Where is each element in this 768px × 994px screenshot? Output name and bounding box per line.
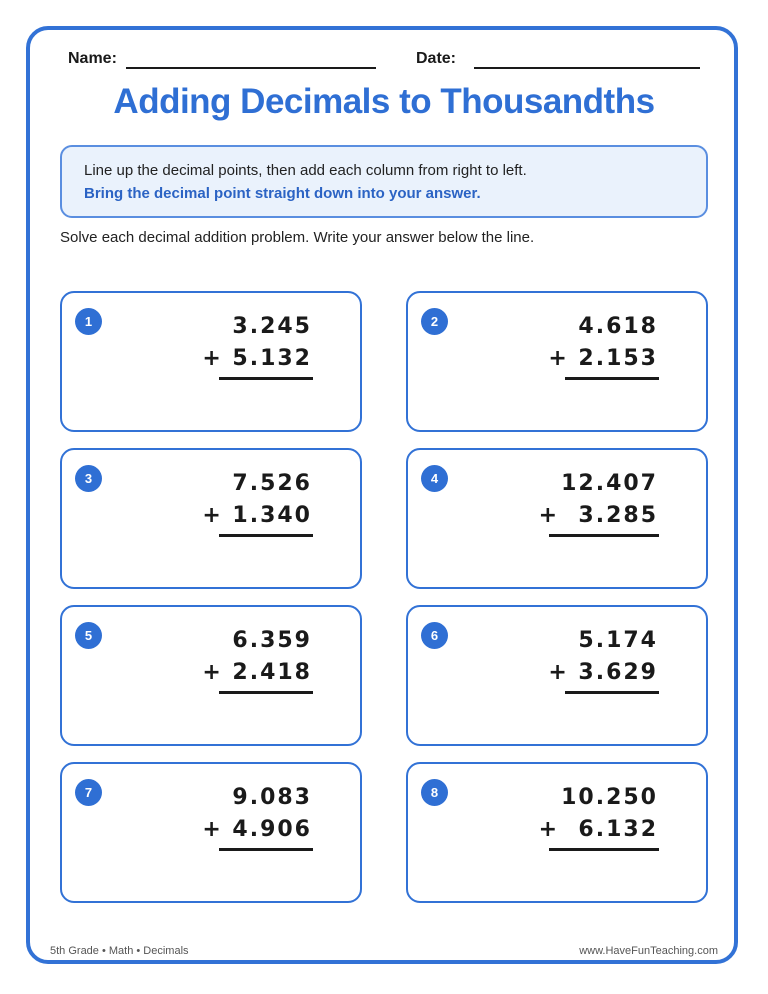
answer-line[interactable] <box>565 377 659 380</box>
problem-card-3 <box>60 448 362 589</box>
answer-line[interactable] <box>219 534 313 537</box>
date-field[interactable] <box>474 67 700 69</box>
problem-card-6 <box>406 605 708 746</box>
name-field[interactable] <box>126 67 376 69</box>
answer-line[interactable] <box>565 691 659 694</box>
problem-addend-top: 3.245 <box>232 314 312 339</box>
problem-card-4 <box>406 448 708 589</box>
problem-number-badge: 6 <box>421 622 448 649</box>
problem-addend-bottom: + 3.629 <box>548 660 658 685</box>
problem-addend-bottom: + 6.132 <box>538 817 658 842</box>
problem-addend-bottom: + 5.132 <box>202 346 312 371</box>
problem-number-badge: 1 <box>75 308 102 335</box>
answer-line[interactable] <box>549 848 659 851</box>
problem-number-badge: 3 <box>75 465 102 492</box>
name-label: Name: <box>68 50 117 67</box>
footer-grade-subject: 5th Grade • Math • Decimals <box>50 945 189 957</box>
date-label: Date: <box>416 50 457 67</box>
answer-line[interactable] <box>219 691 313 694</box>
problem-addend-top: 5.174 <box>578 628 658 653</box>
worksheet-title: Adding Decimals to Thousandths <box>113 82 655 121</box>
header-fields <box>68 50 700 72</box>
answer-line[interactable] <box>219 377 313 380</box>
footer-website-link[interactable]: www.HaveFunTeaching.com <box>579 945 718 957</box>
problem-addend-top: 7.526 <box>232 471 312 496</box>
problem-addend-top: 9.083 <box>232 785 312 810</box>
tip-highlight-text: Bring the decimal point straight down into your answer. <box>84 185 481 202</box>
problem-card-5 <box>60 605 362 746</box>
problem-addend-bottom: + 3.285 <box>538 503 658 528</box>
problem-addend-top: 6.359 <box>232 628 312 653</box>
problem-card-8 <box>406 762 708 903</box>
tip-text: Line up the decimal points, then add each column from right to left. <box>84 162 527 179</box>
problem-addend-top: 4.618 <box>578 314 658 339</box>
problem-addend-top: 10.250 <box>561 785 658 810</box>
problem-number-badge: 4 <box>421 465 448 492</box>
problem-number-badge: 7 <box>75 779 102 806</box>
problem-number-badge: 8 <box>421 779 448 806</box>
problem-card-2 <box>406 291 708 432</box>
problem-number-badge: 2 <box>421 308 448 335</box>
problem-addend-bottom: + 4.906 <box>202 817 312 842</box>
problem-addend-bottom: + 2.418 <box>202 660 312 685</box>
problem-addend-top: 12.407 <box>561 471 658 496</box>
answer-line[interactable] <box>549 534 659 537</box>
problem-addend-bottom: + 2.153 <box>548 346 658 371</box>
problem-addend-bottom: + 1.340 <box>202 503 312 528</box>
problem-card-7 <box>60 762 362 903</box>
tip-box <box>60 145 708 218</box>
problem-card-1 <box>60 291 362 432</box>
answer-line[interactable] <box>219 848 313 851</box>
problem-number-badge: 5 <box>75 622 102 649</box>
instruction-text: Solve each decimal addition problem. Write your answer below the line. <box>60 229 535 246</box>
